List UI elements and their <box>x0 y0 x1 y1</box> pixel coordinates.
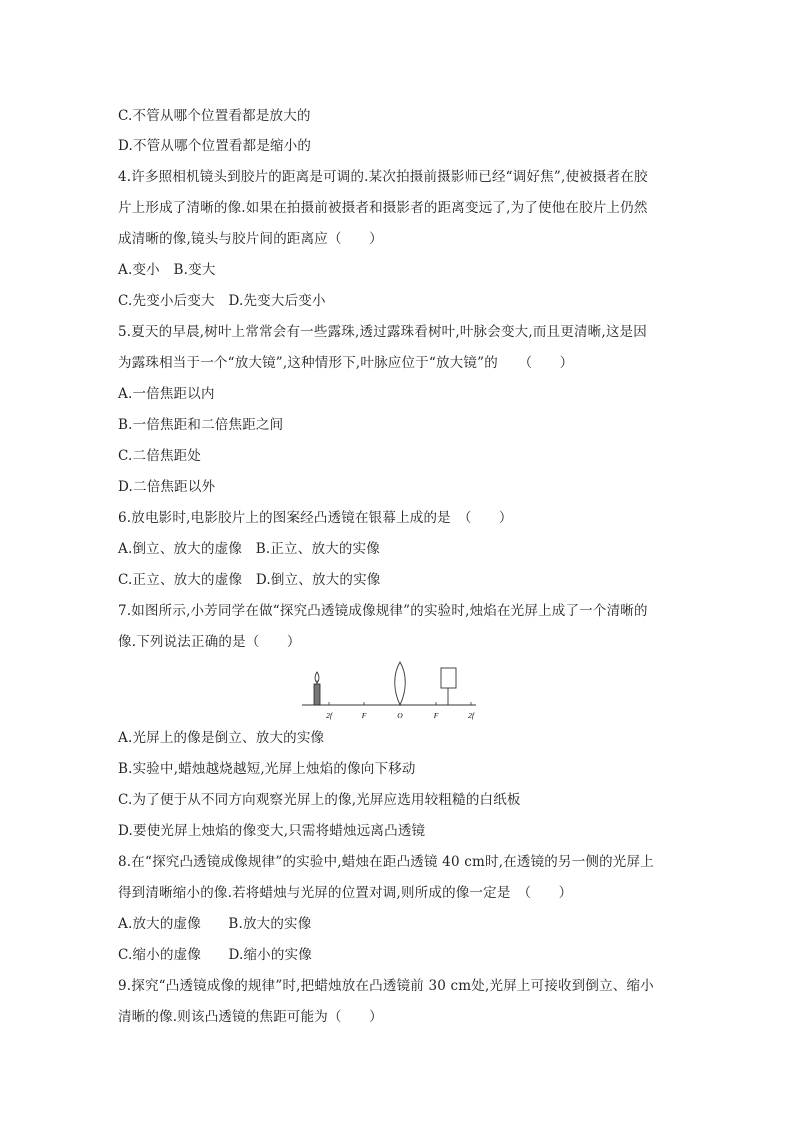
option-line: C.二倍焦距处 <box>118 448 202 464</box>
option-line: C.缩小的虚像 D.缩小的实像 <box>118 947 312 963</box>
question-8-text: 8.在“探究凸透镜成像规律”的实验中,蜡烛在距凸透镜 40 cm时,在透镜的另一侧的光屏上 <box>118 854 654 870</box>
question-5-text: 为露珠相当于一个“放大镜”,这种情形下,叶脉应位于“放大镜”的 （ ） <box>118 355 574 371</box>
option-line: D.二倍焦距以外 <box>118 479 216 495</box>
option-line: A.变小 B.变大 <box>118 262 216 278</box>
option-line: C.不管从哪个位置看都是放大的 <box>118 108 311 124</box>
option-line: A.一倍焦距以内 <box>118 386 215 402</box>
axis-label: 2f <box>468 711 474 720</box>
option-line: A.放大的虚像 B.放大的实像 <box>118 916 312 932</box>
option-line: D.不管从哪个位置看都是缩小的 <box>118 138 312 154</box>
option-line: C.正立、放大的虚像 D.倒立、放大的实像 <box>118 572 381 588</box>
question-4-text: 片上形成了清晰的像.如果在拍摄前被摄者和摄影者的距离变远了,为了使他在胶片上仍然 <box>118 200 648 216</box>
question-7-text: 像.下列说法正确的是（ ） <box>118 634 301 650</box>
question-9-text: 9.探究“凸透镜成像的规律”时,把蜡烛放在凸透镜前 30 cm处,光屏上可接收到倒立、缩小 <box>118 978 654 994</box>
option-line: B.实验中,蜡烛越烧越短,光屏上烛焰的像向下移动 <box>118 761 416 777</box>
axis-label: O <box>397 711 403 720</box>
option-line: B.一倍焦距和二倍焦距之间 <box>118 417 284 433</box>
question-4-text: 成清晰的像,镜头与胶片间的距离应（ ） <box>118 231 383 247</box>
question-5-text: 5.夏天的早晨,树叶上常常会有一些露珠,透过露珠看树叶,叶脉会变大,而且更清晰,这是因 <box>118 324 647 340</box>
option-line: C.为了便于从不同方向观察光屏上的像,光屏应选用较粗糙的白纸板 <box>118 792 521 808</box>
question-4-text: 4.许多照相机镜头到胶片的距离是可调的.某次拍摄前摄影师已经“调好焦”,使被摄者在胶 <box>118 169 648 185</box>
axis-label: F <box>361 711 367 720</box>
option-line: C.先变小后变大 D.先变大后变小 <box>118 293 326 309</box>
screen-icon <box>441 668 456 688</box>
lens-experiment-diagram <box>300 660 480 722</box>
question-8-text: 得到清晰缩小的像.若将蜡烛与光屏的位置对调,则所成的像一定是 （ ） <box>118 885 573 901</box>
axis-label: F <box>433 711 439 720</box>
question-7-text: 7.如图所示,小芳同学在做“探究凸透镜成像规律”的实验时,烛焰在光屏上成了一个清晰的 <box>118 603 648 619</box>
option-line: A.倒立、放大的虚像 B.正立、放大的实像 <box>118 541 380 557</box>
question-6-text: 6.放电影时,电影胶片上的图案经凸透镜在银幕上成的是 （ ） <box>118 510 513 526</box>
convex-lens-icon <box>395 662 406 705</box>
axis-label: 2f <box>326 711 332 720</box>
question-9-text: 清晰的像.则该凸透镜的焦距可能为（ ） <box>118 1009 383 1025</box>
option-line: D.要使光屏上烛焰的像变大,只需将蜡烛远离凸透镜 <box>118 823 426 839</box>
option-line: A.光屏上的像是倒立、放大的实像 <box>118 730 325 746</box>
candle-icon <box>314 684 320 705</box>
